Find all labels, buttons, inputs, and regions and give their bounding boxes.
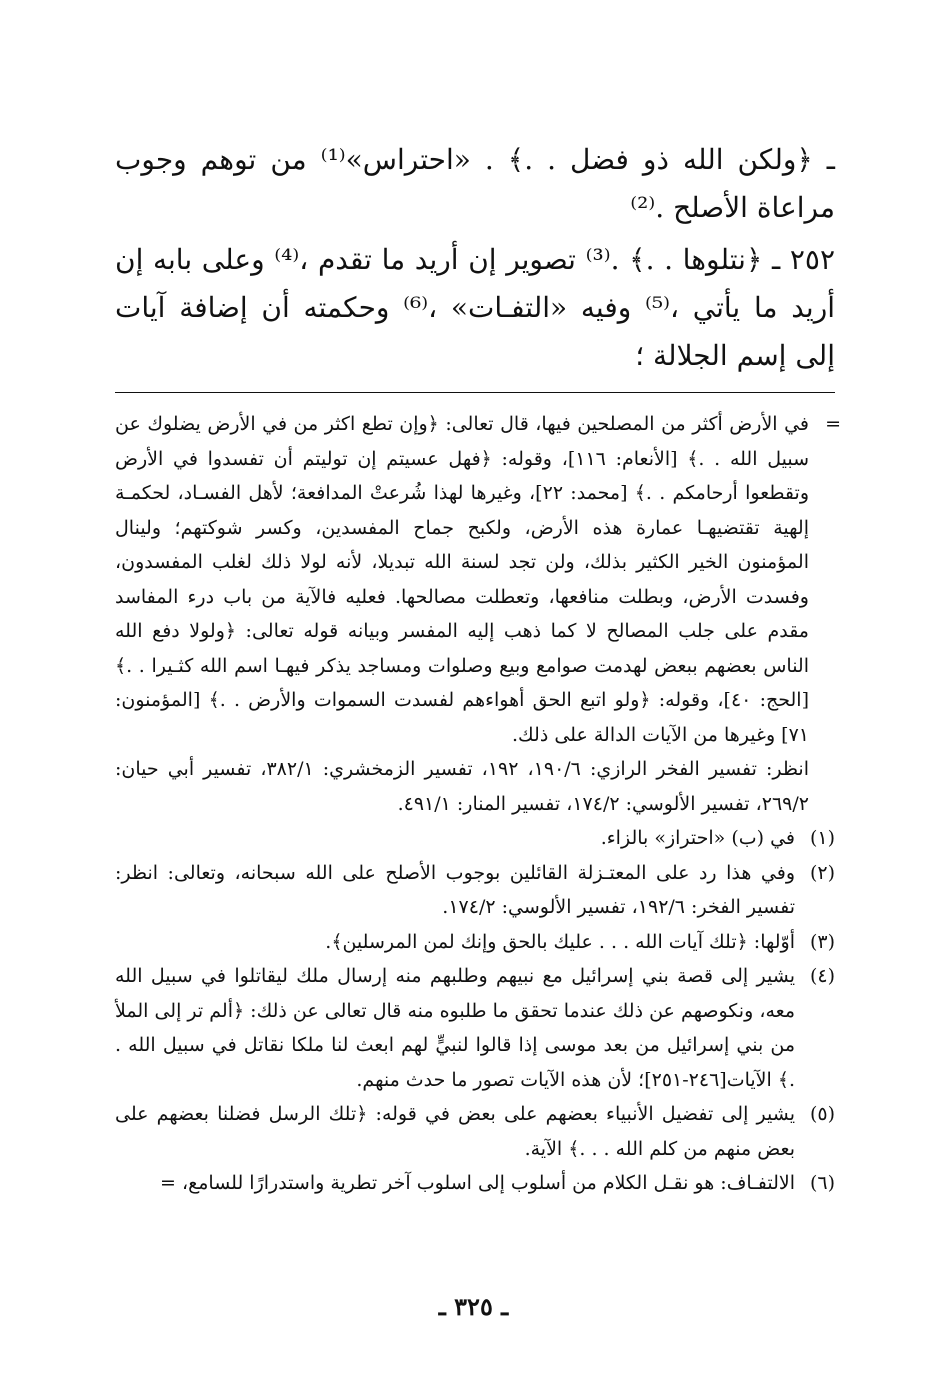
footnote-number: (١): [809, 827, 835, 849]
footnote-text: وفي هذا رد على المعتـزلة القائلين بوجوب الأصلح على الله سبحانه، وتعالى: انظر: تفسير الفخر: ١٩٢/٦، تفسير الألوسي: ١٧٤/٢.: [115, 861, 795, 918]
footnote-item: [115, 1166, 835, 1201]
footnote-item: [115, 925, 835, 960]
footnote-continuation: [115, 407, 841, 821]
footnote-text: الالتفـاف: هو نقـل الكلام من أسلوب إلى اسلوب آخر تطرية واستدرارًا للسامع، =: [160, 1172, 795, 1194]
main-paragraph: ٢٥٢ ـ ﴿نتلوها . .﴾ .⁽³⁾ تصوير إن أريد ما تقدم ،⁽⁴⁾ وعلى بابه إن أريد ما يأتي ،⁽⁵⁾ وفيه «التفـات» ،⁽⁶⁾ وحكمته أن إضافة آيات إلى إسم الجلالة ؛: [115, 243, 835, 372]
footnote-number: (٦): [809, 1172, 835, 1194]
footnote-number: (٥): [809, 1103, 835, 1125]
footnote-number: (٤): [809, 965, 835, 987]
page-body: [115, 136, 841, 1201]
continuation-mark: =: [825, 413, 841, 435]
footnote-item: [115, 856, 835, 925]
footnote-divider: [115, 392, 835, 393]
footnote-number: (٢): [809, 861, 835, 884]
page-number: ـ ٣٢٥ ـ: [438, 1292, 509, 1321]
footnote-number: (٣): [809, 930, 835, 953]
footnote-reference: انظر: تفسير الفخر الرازي: ١٩٠/٦، ١٩٢، تفسير الزمخشري: ٣٨٢/١، تفسير أبي حيان: ٢٦٩/٢، تفسير الألوسي: ١٧٤/٢، تفسير المنار: ٤٩١/١.: [115, 758, 809, 815]
main-paragraph: ـ ﴿ولكن الله ذو فضل . .﴾ . «احتراس»⁽¹⁾ من توهم وجوب مراعاة الأصلح .⁽²⁾: [115, 143, 836, 224]
footnote-item: [115, 821, 835, 856]
footnote-item: [115, 959, 835, 1097]
footnote-text: أوّلها: ﴿تلك آيات الله . . . عليك بالحق وإنك لمن المرسلين﴾.: [325, 930, 795, 953]
footnote-item: [115, 1097, 835, 1166]
footnote-continuation-text: في الأرض أكثر من المصلحين فيها، قال تعالى: ﴿وإن تطع اكثر من في الأرض يضلوك عن سبيل الله . .﴾ [الأنعام: ١١٦]، وقوله: ﴿فهل عسيتم إن توليتم أن تفسدوا في الأرض وتقطعوا أرحامكم . .﴾ [محمد: ٢٢]، وغيرها لهذا شُرعتْ المدافعة؛ لأهل الفسـاد، لحكمـة إلهية تقتضيهـا عمارة هذه الأرض، ولكبح جماح المفسدين، وكسر شوكتهم؛ ولينال المؤمنون الخير الكثير بذلك، ولن تجد لسنة الله تبديلا، لأنه لولا ذلك لغلب المفسدون، وفسدت الأرض، وبطلت منافعها، وتعطلت مصالحها. فعليه فالآية من باب درء المفاسد مقدم على جلب المصالح لا كما ذهب إليه المفسر وبيانه قوله تعالى: ﴿ولولا دفع الله الناس بعضهم ببعض لهدمت صوامع وبيع وصلوات ومساجد يذكر فيهـا اسم الله كثـيرا . .﴾ [الحج: ٤٠]، وقوله: ﴿ولو اتبع الحق أهواءهم لفسدت السموات والأرض . .﴾ [المؤمنون: ٧١] وغيرها من الآيات الدالة على ذلك.: [115, 413, 809, 746]
footnote-text: يشير إلى قصة بني إسرائيل مع نبيهم وطلبهم منه إرسال ملك ليقاتلوا في سبيل الله معه، ونكوصهم عن ذلك عندما تحقق ما طلبوه منه قال تعالى عن ذلك: ﴿ألم تر إلى الملأ من بني إسرائيل من بعد موسى إذا قالوا لنبيٍّ لهم ابعث لنا ملكا نقاتل في سبيل الله . .﴾ الآيات[٢٤٦-٢٥١]؛ لأن هذه الآيات تصور ما حدث منهم.: [115, 965, 795, 1091]
footnote-text: في (ب) «احتراز» بالزاء.: [600, 827, 795, 849]
footnote-text: يشير إلى تفضيل الأنبياء بعضهم على بعض في قوله: ﴿تلك الرسل فضلنا بعضهم على بعض منهم من كلم الله . . .﴾ الآية.: [115, 1103, 795, 1160]
